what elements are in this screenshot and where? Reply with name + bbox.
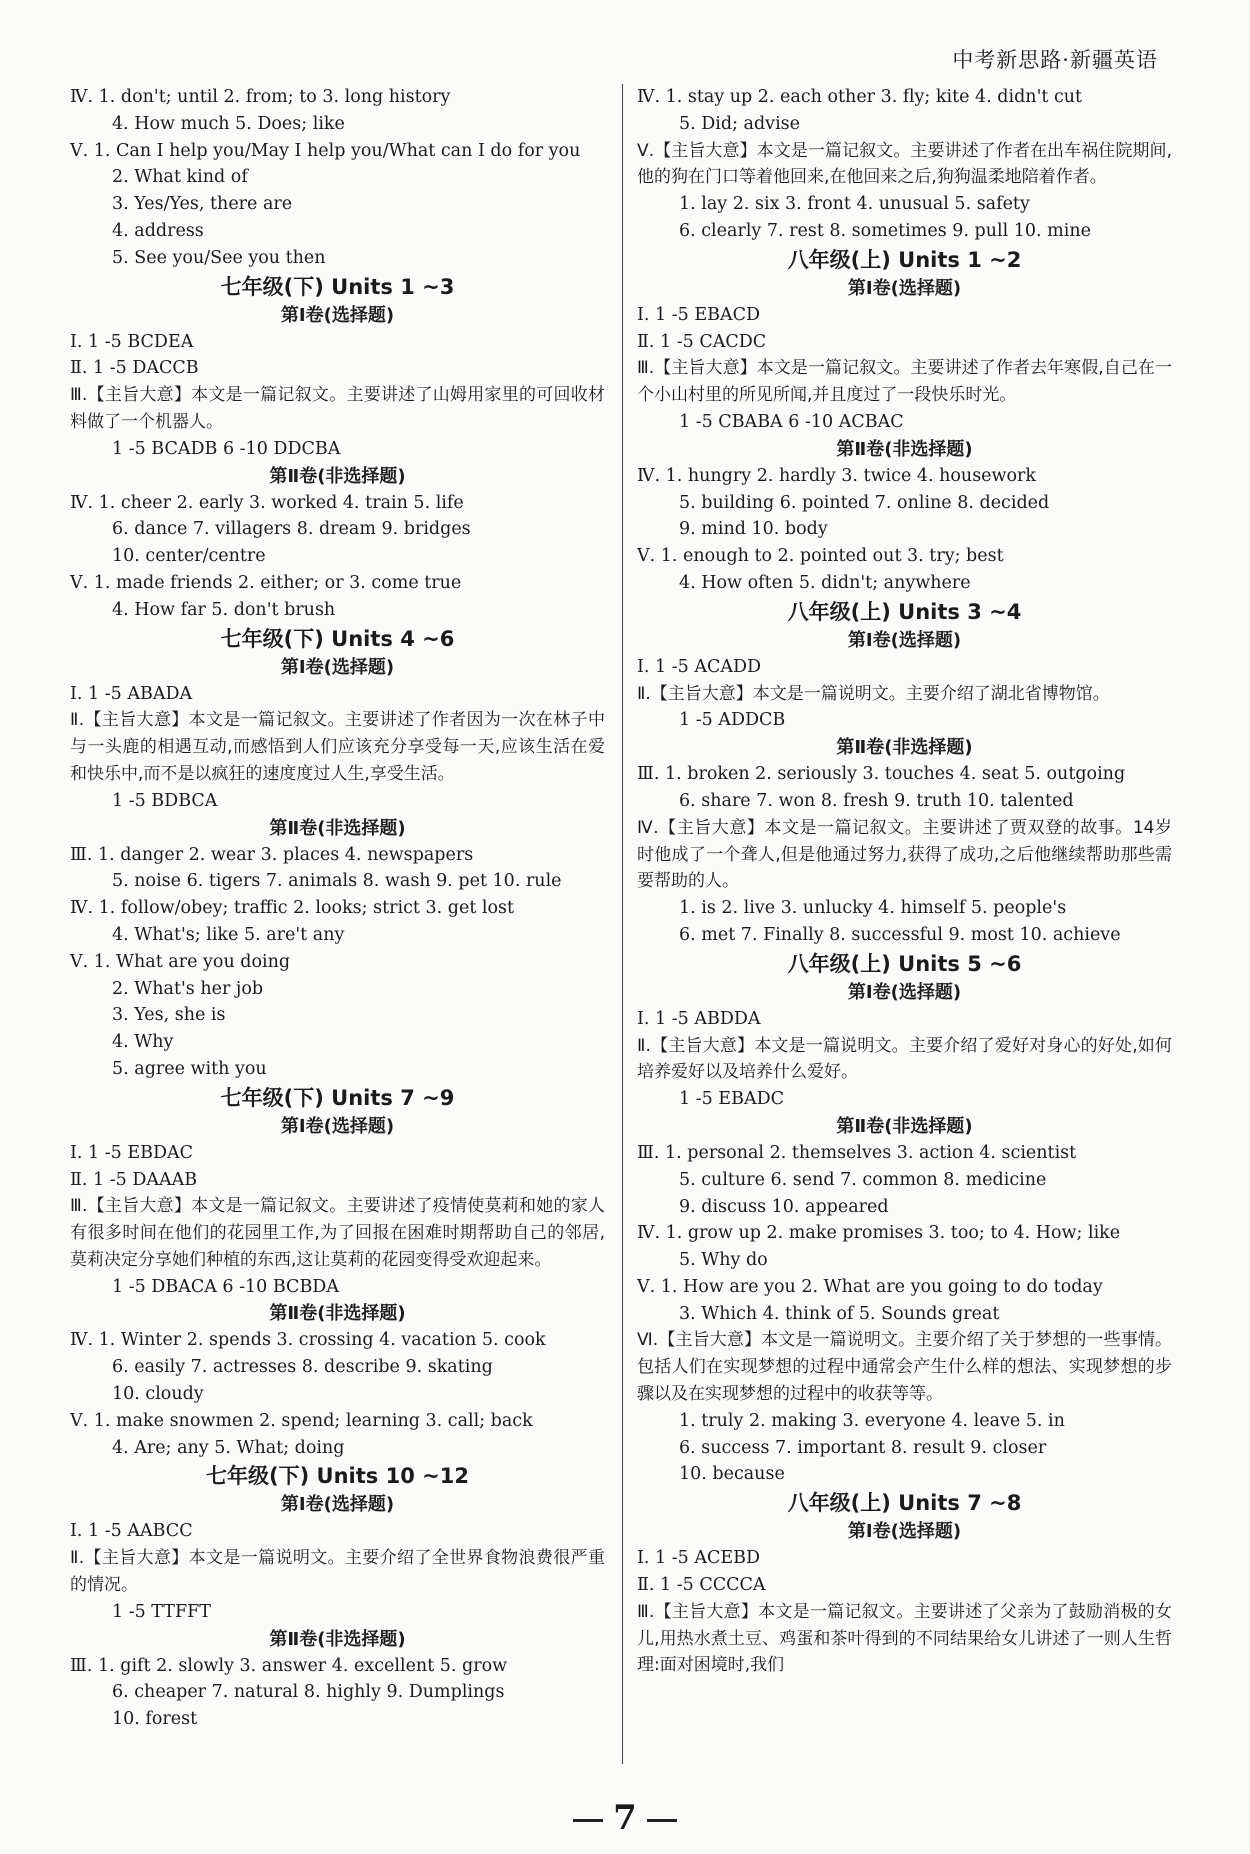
summary-paragraph: Ⅱ.【主旨大意】本文是一篇说明文。主要介绍了爱好对身心的好处,如何培养爱好以及培养什么爱好。 xyxy=(637,1035,1172,1083)
answer-line: 9. discuss 10. appeared xyxy=(679,1196,889,1217)
column-divider xyxy=(622,84,623,1764)
left-column xyxy=(70,84,605,1733)
answer-line: 5. Did; advise xyxy=(679,113,801,134)
summary-paragraph: Ⅲ.【主旨大意】本文是一篇记叙文。主要讲述了作者去年寒假,自己在一个小山村里的所见所闻,并且度过了一段快乐时光。 xyxy=(637,358,1172,406)
answer-line: Ⅰ. 1 -5 BCDEA xyxy=(70,331,194,352)
section-subtitle: 第Ⅰ卷(选择题) xyxy=(280,656,395,678)
answer-line: 6. cheaper 7. natural 8. highly 9. Dumplings xyxy=(112,1682,505,1703)
section-subtitle: 第Ⅰ卷(选择题) xyxy=(847,981,962,1003)
answer-line: 3. Which 4. think of 5. Sounds great xyxy=(679,1303,1000,1324)
answer-line: 4. Are; any 5. What; doing xyxy=(112,1437,345,1458)
answer-line: 4. How often 5. didn't; anywhere xyxy=(679,572,971,593)
answer-line: Ⅰ. 1 -5 ABADA xyxy=(70,683,193,704)
answer-line: 5. agree with you xyxy=(112,1058,267,1079)
summary-paragraph: Ⅲ.【主旨大意】本文是一篇记叙文。主要讲述了山姆用家里的可回收材料做了一个机器人。 xyxy=(70,385,605,432)
section-title: 八年级(上) Units 1 ~2 xyxy=(787,247,1022,272)
answer-line: 1 -5 EBADC xyxy=(679,1089,784,1110)
summary-paragraph: Ⅴ.【主旨大意】本文是一篇记叙文。主要讲述了作者在出车祸住院期间,他的狗在门口等着他回来,在他回来之后,狗狗温柔地陪着作者。 xyxy=(637,140,1172,188)
answer-line: 5. See you/See you then xyxy=(112,247,326,268)
section-subtitle: 第Ⅱ卷(非选择题) xyxy=(836,737,973,759)
section-subtitle: 第Ⅱ卷(非选择题) xyxy=(269,465,406,487)
answer-line: 6. easily 7. actresses 8. describe 9. skating xyxy=(112,1357,493,1378)
answer-line: 10. forest xyxy=(112,1709,198,1730)
right-column xyxy=(637,84,1172,1679)
section-title: 八年级(上) Units 5 ~6 xyxy=(787,951,1022,976)
section-subtitle: 第Ⅱ卷(非选择题) xyxy=(269,1303,406,1325)
footer-dash-left xyxy=(573,1819,603,1822)
section-title: 八年级(上) Units 7 ~8 xyxy=(787,1491,1022,1516)
summary-paragraph: Ⅲ.【主旨大意】本文是一篇记叙文。主要讲述了父亲为了鼓励消极的女儿,用热水煮土豆、鸡蛋和茶叶得到的不同结果给女儿讲述了一则人生哲理:面对困境时,我们 xyxy=(637,1601,1172,1676)
answer-line: 6. success 7. important 8. result 9. closer xyxy=(679,1437,1047,1458)
answer-line: Ⅴ. 1. enough to 2. pointed out 3. try; best xyxy=(637,546,1004,567)
answer-line: Ⅰ. 1 -5 ACADD xyxy=(637,656,762,677)
answer-line: Ⅲ. 1. danger 2. wear 3. places 4. newspapers xyxy=(70,844,474,865)
answer-line: Ⅳ. 1. stay up 2. each other 3. fly; kite 4. didn't cut xyxy=(637,87,1083,107)
answer-line: 1 -5 ADDCB xyxy=(679,710,786,731)
section-subtitle: 第Ⅰ卷(选择题) xyxy=(280,1494,395,1516)
answer-line: Ⅳ. 1. follow/obey; traffic 2. looks; strict 3. get lost xyxy=(70,898,515,919)
answer-line: Ⅲ. 1. personal 2. themselves 3. action 4. scientist xyxy=(637,1142,1077,1163)
section-subtitle: 第Ⅱ卷(非选择题) xyxy=(836,1115,973,1137)
section-subtitle: 第Ⅰ卷(选择题) xyxy=(280,1115,395,1137)
answer-line: 4. Why xyxy=(112,1032,174,1053)
summary-paragraph: Ⅱ.【主旨大意】本文是一篇说明文。主要介绍了全世界食物浪费很严重的情况。 xyxy=(70,1548,605,1596)
section-subtitle: 第Ⅰ卷(选择题) xyxy=(847,1521,962,1543)
answer-line: 5. building 6. pointed 7. online 8. decided xyxy=(679,492,1050,513)
answer-line: Ⅰ. 1 -5 ABDDA xyxy=(637,1008,761,1029)
answer-line: 6. clearly 7. rest 8. sometimes 9. pull 10. mine xyxy=(679,220,1091,241)
page-number: 7 xyxy=(613,1798,637,1838)
section-title: 七年级(下) Units 4 ~6 xyxy=(220,626,455,651)
summary-paragraph: Ⅲ.【主旨大意】本文是一篇记叙文。主要讲述了疫情使莫莉和她的家人有很多时间在他们的花园里工作,为了回报在困难时期帮助自己的邻居,莫莉决定分享她们种植的东西,这让莫莉的花园变得受欢迎起来。 xyxy=(70,1196,605,1270)
answer-line: 6. met 7. Finally 8. successful 9. most 10. achieve xyxy=(679,924,1121,945)
answer-line: Ⅳ. 1. grow up 2. make promises 3. too; to 4. How; like xyxy=(637,1223,1121,1244)
answer-line: 1 -5 BDBCA xyxy=(112,790,218,811)
answer-line: 1. lay 2. six 3. front 4. unusual 5. safety xyxy=(679,194,1030,215)
answer-line: 5. noise 6. tigers 7. animals 8. wash 9. pet 10. rule xyxy=(112,871,562,892)
answer-line: Ⅴ. 1. What are you doing xyxy=(70,951,291,972)
answer-line: Ⅴ. 1. made friends 2. either; or 3. come true xyxy=(70,572,462,593)
section-subtitle: 第Ⅰ卷(选择题) xyxy=(847,277,962,299)
answer-line: 9. mind 10. body xyxy=(679,519,828,540)
answer-line: 5. Why do xyxy=(679,1250,768,1271)
answer-line: 4. How far 5. don't brush xyxy=(112,599,336,620)
answer-line: Ⅰ. 1 -5 EBACD xyxy=(637,304,761,325)
section-subtitle: 第Ⅱ卷(非选择题) xyxy=(269,817,406,839)
section-title: 八年级(上) Units 3 ~4 xyxy=(787,599,1022,624)
answer-line: Ⅳ. 1. cheer 2. early 3. worked 4. train 5. life xyxy=(70,492,464,513)
answer-line: 1. truly 2. making 3. everyone 4. leave 5. in xyxy=(679,1410,1065,1431)
answer-line: Ⅰ. 1 -5 ACEBD xyxy=(637,1548,761,1569)
running-header: 中考新思路·新疆英语 xyxy=(952,48,1158,72)
answer-line: 1. is 2. live 3. unlucky 4. himself 5. people's xyxy=(679,898,1067,919)
answer-line: 3. Yes/Yes, there are xyxy=(112,194,293,215)
answer-line: Ⅰ. 1 -5 EBDAC xyxy=(70,1142,194,1163)
answer-line: 6. dance 7. villagers 8. dream 9. bridges xyxy=(112,519,471,540)
answer-line: Ⅲ. 1. broken 2. seriously 3. touches 4. seat 5. outgoing xyxy=(637,764,1126,785)
summary-paragraph: Ⅵ.【主旨大意】本文是一篇说明文。主要介绍了关于梦想的一些事情。包括人们在实现梦想的过程中通常会产生什么样的想法、实现梦想的步骤以及在实现梦想的过程中的收获等等。 xyxy=(637,1330,1172,1405)
answer-line: 1 -5 CBABA 6 -10 ACBAC xyxy=(679,411,904,432)
answer-line: 10. cloudy xyxy=(112,1384,204,1405)
section-subtitle: 第Ⅱ卷(非选择题) xyxy=(269,1628,406,1650)
summary-paragraph: Ⅳ.【主旨大意】本文是一篇记叙文。主要讲述了贾双登的故事。14岁时他成了一个聋人,但是他通过努力,获得了成功,之后他继续帮助那些需要帮助的人。 xyxy=(637,817,1172,892)
answer-line: 1 -5 TTFFT xyxy=(112,1601,211,1622)
answer-line: 10. because xyxy=(679,1464,785,1485)
answer-line: 4. What's; like 5. are't any xyxy=(112,924,345,945)
answer-line: Ⅲ. 1. gift 2. slowly 3. answer 4. excellent 5. grow xyxy=(70,1655,508,1676)
section-subtitle: 第Ⅱ卷(非选择题) xyxy=(836,438,973,460)
answer-line: Ⅱ. 1 -5 CCCCA xyxy=(637,1575,766,1596)
answer-line: Ⅱ. 1 -5 CACDC xyxy=(637,331,767,352)
section-subtitle: 第Ⅰ卷(选择题) xyxy=(280,304,395,326)
summary-paragraph: Ⅱ.【主旨大意】本文是一篇说明文。主要介绍了湖北省博物馆。 xyxy=(637,683,1110,704)
answer-line: Ⅰ. 1 -5 AABCC xyxy=(70,1521,193,1542)
section-subtitle: 第Ⅰ卷(选择题) xyxy=(847,629,962,651)
answer-line: 2. What's her job xyxy=(112,978,264,999)
answer-line: Ⅳ. 1. hungry 2. hardly 3. twice 4. housework xyxy=(637,465,1037,486)
answer-line: 5. culture 6. send 7. common 8. medicine xyxy=(679,1169,1047,1190)
answer-line: Ⅳ. 1. don't; until 2. from; to 3. long history xyxy=(70,87,451,107)
answer-line: Ⅱ. 1 -5 DACCB xyxy=(70,358,199,379)
answer-line: 6. share 7. won 8. fresh 9. truth 10. talented xyxy=(679,790,1074,811)
footer-dash-right xyxy=(647,1819,677,1822)
answer-line: 3. Yes, she is xyxy=(112,1005,226,1026)
answer-line: Ⅳ. 1. Winter 2. spends 3. crossing 4. vacation 5. cook xyxy=(70,1330,546,1351)
answer-line: 4. address xyxy=(112,220,204,241)
summary-paragraph: Ⅱ.【主旨大意】本文是一篇记叙文。主要讲述了作者因为一次在林子中与一头鹿的相遇互动,而感悟到人们应该充分享受每一天,应该生活在爱和快乐中,而不是以疯狂的速度度过人生,享受生活。 xyxy=(70,710,605,784)
section-title: 七年级(下) Units 1 ~3 xyxy=(220,274,455,299)
answer-line: Ⅴ. 1. Can I help you/May I help you/What can I do for you xyxy=(70,140,581,161)
answer-line: Ⅴ. 1. make snowmen 2. spend; learning 3. call; back xyxy=(70,1410,533,1431)
page-footer xyxy=(0,1798,1250,1838)
answer-line: Ⅱ. 1 -5 DAAAB xyxy=(70,1169,198,1190)
answer-line: 1 -5 BCADB 6 -10 DDCBA xyxy=(112,438,341,459)
answer-line: Ⅴ. 1. How are you 2. What are you going to do today xyxy=(637,1276,1103,1297)
answer-line: 1 -5 DBACA 6 -10 BCBDA xyxy=(112,1276,339,1297)
answer-line: 4. How much 5. Does; like xyxy=(112,113,345,134)
section-title: 七年级(下) Units 10 ~12 xyxy=(206,1464,469,1489)
answer-line: 10. center/centre xyxy=(112,546,266,567)
answer-line: 2. What kind of xyxy=(112,167,248,188)
section-title: 七年级(下) Units 7 ~9 xyxy=(220,1085,455,1110)
